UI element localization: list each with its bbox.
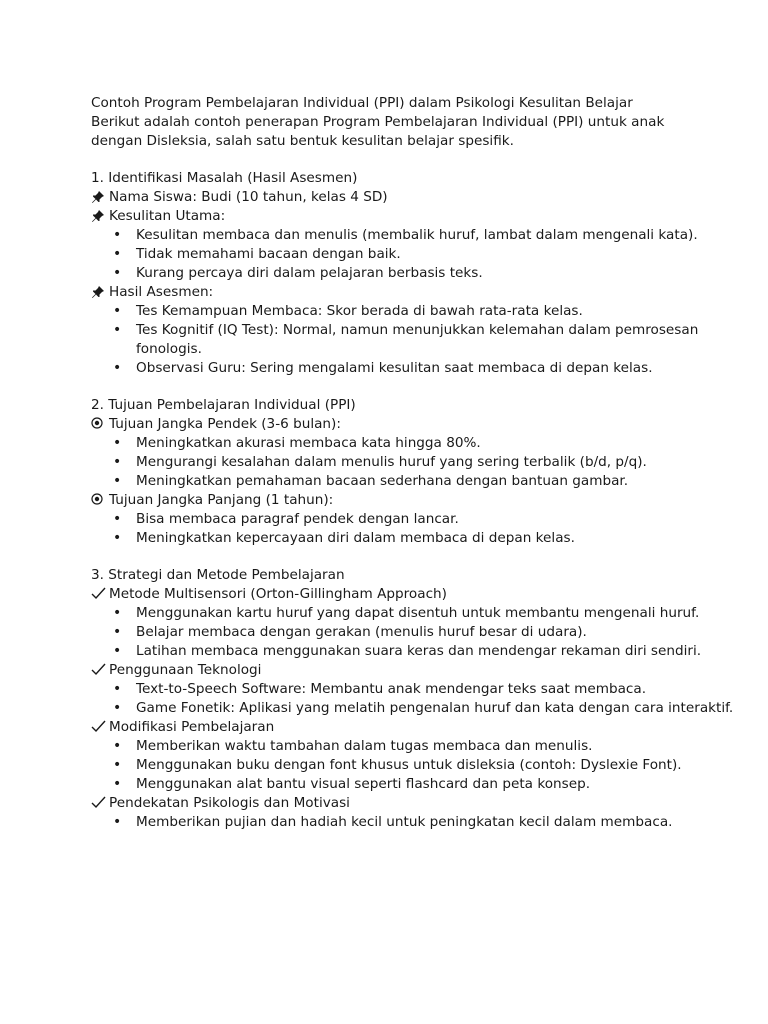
pushpin-icon: [91, 207, 109, 223]
method-header: [91, 794, 741, 813]
list-item: • Meningkatkan akurasi membaca kata hingga 80%.: [91, 434, 741, 453]
intro-line: Berikut adalah contoh penerapan Program Pembelajaran Individual (PPI) untuk anak: [91, 114, 665, 130]
document-title: Contoh Program Pembelajaran Individual (PPI) dalam Psikologi Kesulitan Belajar: [91, 95, 633, 111]
list-item: • Memberikan waktu tambahan dalam tugas membaca dan menulis.: [91, 737, 741, 756]
method-label: Penggunaan Teknologi: [109, 662, 262, 678]
list-item: • Text-to-Speech Software: Membantu anak mendengar teks saat membaca.: [91, 680, 741, 699]
list-item: • Menggunakan buku dengan font khusus untuk disleksia (contoh: Dyslexie Font).: [91, 756, 741, 775]
method-label: Metode Multisensori (Orton-Gillingham Approach): [109, 586, 447, 602]
list-item: • Game Fonetik: Aplikasi yang melatih pengenalan huruf dan kata dengan cara interaktif.: [91, 699, 736, 718]
method-list: [91, 604, 741, 661]
method-list: [91, 680, 741, 718]
intro-line: dengan Disleksia, salah satu bentuk kesulitan belajar spesifik.: [91, 133, 514, 149]
document-page: [91, 94, 741, 832]
student-name-row: [91, 188, 741, 207]
assessment-label: Hasil Asesmen:: [109, 284, 214, 300]
target-icon: [91, 415, 109, 429]
list-item: • Tes Kemampuan Membaca: Skor berada di bawah rata-rata kelas.: [91, 302, 741, 321]
method-label: Modifikasi Pembelajaran: [109, 719, 275, 735]
checkmark-icon: [91, 794, 109, 809]
assessment-list: [91, 302, 741, 378]
long-goal-header: [91, 491, 741, 510]
method-header: [91, 661, 741, 680]
method-header: [91, 585, 741, 604]
checkmark-icon: [91, 718, 109, 733]
list-item: • Tidak memahami bacaan dengan baik.: [91, 245, 741, 264]
long-goal-label: Tujuan Jangka Panjang (1 tahun):: [109, 492, 334, 508]
section-heading: 3. Strategi dan Metode Pembelajaran: [91, 567, 345, 583]
pushpin-icon: [91, 188, 109, 204]
method-list: [91, 813, 741, 832]
list-item: • Mengurangi kesalahan dalam menulis huruf yang sering terbalik (b/d, p/q).: [91, 453, 741, 472]
list-item: • Meningkatkan pemahaman bacaan sederhana dengan bantuan gambar.: [91, 472, 741, 491]
short-goal-label: Tujuan Jangka Pendek (3-6 bulan):: [109, 416, 341, 432]
difficulty-header: [91, 207, 741, 226]
list-item: • Belajar membaca dengan gerakan (menulis huruf besar di udara).: [91, 623, 741, 642]
list-item: • Kurang percaya diri dalam pelajaran berbasis teks.: [91, 264, 741, 283]
method-list: [91, 737, 741, 794]
assessment-header: [91, 283, 741, 302]
pushpin-icon: [91, 283, 109, 299]
difficulty-label: Kesulitan Utama:: [109, 208, 226, 224]
checkmark-icon: [91, 661, 109, 676]
list-item: • Meningkatkan kepercayaan diri dalam membaca di depan kelas.: [91, 529, 741, 548]
method-label: Pendekatan Psikologis dan Motivasi: [109, 795, 350, 811]
method-header: [91, 718, 741, 737]
list-item: • Tes Kognitif (IQ Test): Normal, namun menunjukkan kelemahan dalam pemrosesan fonologis.: [91, 321, 736, 359]
list-item: • Observasi Guru: Sering mengalami kesulitan saat membaca di depan kelas.: [91, 359, 741, 378]
list-item: • Menggunakan kartu huruf yang dapat disentuh untuk membantu mengenali huruf.: [91, 604, 736, 623]
list-item: • Kesulitan membaca dan menulis (membalik huruf, lambat dalam mengenali kata).: [91, 226, 736, 245]
section-heading: 1. Identifikasi Masalah (Hasil Asesmen): [91, 170, 358, 186]
section-heading: 2. Tujuan Pembelajaran Individual (PPI): [91, 397, 356, 413]
short-goal-header: [91, 415, 741, 434]
list-item: • Menggunakan alat bantu visual seperti flashcard dan peta konsep.: [91, 775, 741, 794]
difficulty-list: [91, 226, 741, 283]
target-icon: [91, 491, 109, 505]
student-name: Nama Siswa: Budi (10 tahun, kelas 4 SD): [109, 189, 388, 205]
list-item: • Latihan membaca menggunakan suara keras dan mendengar rekaman diri sendiri.: [91, 642, 736, 661]
short-goal-list: [91, 434, 741, 491]
list-item: • Memberikan pujian dan hadiah kecil untuk peningkatan kecil dalam membaca.: [91, 813, 741, 832]
list-item: • Bisa membaca paragraf pendek dengan lancar.: [91, 510, 741, 529]
long-goal-list: [91, 510, 741, 548]
checkmark-icon: [91, 585, 109, 600]
